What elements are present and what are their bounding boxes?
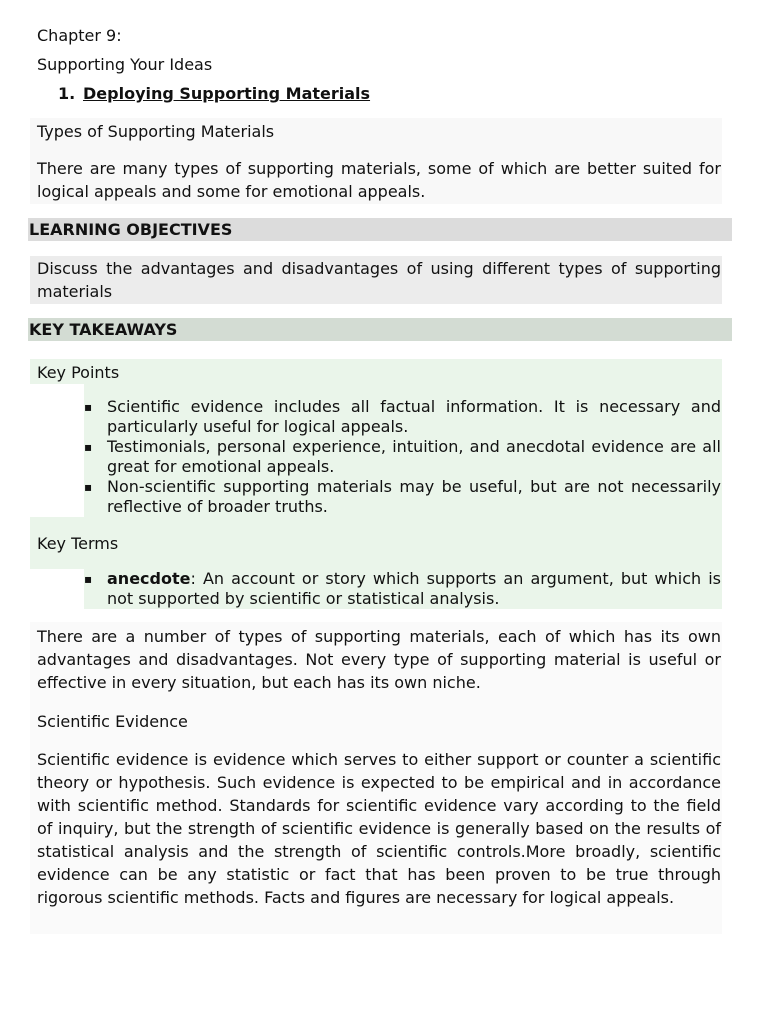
key-terms-label: Key Terms xyxy=(37,534,119,553)
bullet-icon: ▪ xyxy=(84,572,93,586)
bullet-icon: ▪ xyxy=(84,400,93,414)
key-points-label-background xyxy=(30,359,722,384)
key-term-definition: : An account or story which supports an argument, but which is not supported by scientific or statistical analysis. xyxy=(107,569,721,608)
key-takeaways-heading: KEY TAKEAWAYS xyxy=(28,318,732,341)
chapter-label: Chapter 9: xyxy=(37,26,122,45)
key-point-text: Scientific evidence includes all factual information. It is necessary and particularly useful for logical appeals. xyxy=(107,397,721,436)
list-item xyxy=(84,437,721,477)
list-item xyxy=(84,397,721,437)
bullet-icon: ▪ xyxy=(84,440,93,454)
intro-subheading: Types of Supporting Materials xyxy=(37,122,275,141)
bullet-icon: ▪ xyxy=(84,480,93,494)
intro-text: There are many types of supporting materials, some of which are better suited for logical appeals and some for emotional appeals. xyxy=(37,159,721,201)
list-item xyxy=(84,477,721,517)
learning-objectives-heading: LEARNING OBJECTIVES xyxy=(28,218,732,241)
key-point-text: Testimonials, personal experience, intuition, and anecdotal evidence are all great for emotional appeals. xyxy=(107,437,721,476)
list-item xyxy=(84,569,721,609)
key-points-list xyxy=(84,397,721,517)
body-paragraph: There are a number of types of supporting materials, each of which has its own advantages and disadvantages. Not every type of supporting material is useful or effective in every situation, but each has its own niche. xyxy=(37,627,721,692)
chapter-title: Supporting Your Ideas xyxy=(37,55,213,74)
learning-objectives-text: Discuss the advantages and disadvantages of using different types of supporting materials xyxy=(37,259,721,301)
key-points-label: Key Points xyxy=(37,363,120,382)
key-term: anecdote xyxy=(107,569,191,588)
key-terms-label-background xyxy=(30,517,722,569)
section-heading xyxy=(58,82,370,105)
key-point-text: Non-scientific supporting materials may be useful, but are not necessarily reflective of broader truths. xyxy=(107,477,721,516)
scientific-evidence-text: Scientific evidence is evidence which serves to either support or counter a scientific theory or hypothesis. Such evidence is expected to be empirical and in accordance with scientific method. Standards for scientific evidence vary according to the field of inquiry, but the strength of scientific evidence is generally based on the results of statistical analysis and the strength of scientific controls.More broadly, scientific evidence can be any statistic or fact that has been proven to be true through rigorous scientific methods. Facts and figures are necessary for logical appeals. xyxy=(37,750,721,907)
section-number: 1. xyxy=(58,84,76,103)
section-heading-text: Deploying Supporting Materials xyxy=(83,84,371,103)
scientific-evidence-heading: Scientific Evidence xyxy=(37,712,188,731)
key-terms-list xyxy=(84,569,721,609)
